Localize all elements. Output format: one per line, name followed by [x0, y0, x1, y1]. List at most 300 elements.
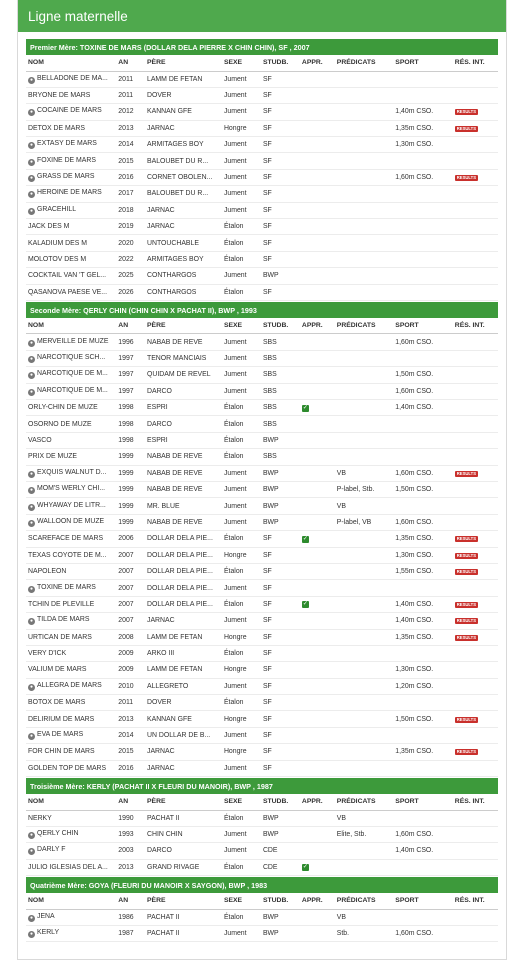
horse-name[interactable]: FOXINE DE MARS: [37, 156, 96, 164]
horse-name[interactable]: NERKY: [28, 814, 52, 822]
sport-cell: [393, 219, 453, 235]
horse-name-cell[interactable]: [26, 416, 116, 432]
horse-name[interactable]: DELIRIUM DE MARS: [28, 715, 95, 723]
predicats-cell: VB: [335, 465, 393, 481]
offspring-circle-icon: ●: [29, 158, 34, 165]
sex-cell: Étalon: [222, 235, 261, 251]
horse-name-cell[interactable]: [26, 531, 116, 547]
horse-name-cell[interactable]: [26, 284, 116, 300]
horse-name[interactable]: MOM'S WERLY CHI...: [37, 485, 106, 493]
sport-cell: [393, 498, 453, 514]
sire-cell[interactable]: DOVER: [145, 695, 222, 711]
results-cell: [453, 695, 498, 711]
horse-name-cell[interactable]: [26, 596, 116, 612]
sport-cell: 1,35m CSO.: [393, 629, 453, 645]
checkmark-icon: ✓: [302, 864, 308, 871]
horse-name-cell[interactable]: [26, 202, 116, 218]
year-cell: 2008: [116, 629, 145, 645]
horse-name[interactable]: PRIX DE MUZE: [28, 453, 78, 461]
maternal-line-panel: [17, 0, 507, 960]
studbook-cell: SF: [261, 120, 300, 136]
results-cell: [453, 810, 498, 826]
horse-name[interactable]: JENA: [37, 912, 55, 920]
sex-cell: Hongre: [222, 662, 261, 678]
sire-cell[interactable]: MR. BLUE: [145, 498, 222, 514]
sire-cell[interactable]: JARNAC: [145, 219, 222, 235]
sire-cell[interactable]: NABAB DE REVE: [145, 481, 222, 497]
sport-cell: [393, 202, 453, 218]
studbook-cell: SBS: [261, 416, 300, 432]
horse-name[interactable]: EXQUIS WALNUT D...: [37, 468, 107, 476]
approved-cell: [300, 925, 335, 941]
sire-cell[interactable]: ALLEGRETO: [145, 678, 222, 694]
sex-cell: Jument: [222, 678, 261, 694]
horse-name[interactable]: VASCO: [28, 437, 52, 444]
approved-cell: [300, 219, 335, 235]
results-cell: [453, 432, 498, 448]
horse-name[interactable]: DETOX DE MARS: [28, 124, 85, 132]
horse-name[interactable]: URTICAN DE MARS: [28, 633, 92, 641]
horse-name-cell[interactable]: [26, 268, 116, 284]
sex-cell: Jument: [222, 334, 261, 350]
predicats-cell: [335, 137, 393, 153]
column-header-studbook: STUDB.: [261, 794, 300, 810]
sport-cell: [393, 235, 453, 251]
horse-name-cell[interactable]: [26, 744, 116, 760]
approved-cell: [300, 481, 335, 497]
approved-cell: [300, 810, 335, 826]
horse-name[interactable]: NAPOLEON: [28, 568, 67, 576]
predicats-cell: [335, 251, 393, 267]
horse-name-cell[interactable]: [26, 563, 116, 579]
studbook-cell: BWP: [261, 465, 300, 481]
sex-cell: Jument: [222, 465, 261, 481]
sport-cell: 1,60m CSO.: [393, 383, 453, 399]
horse-name-cell[interactable]: [26, 71, 116, 87]
predicats-cell: [335, 711, 393, 727]
studbook-cell: SBS: [261, 350, 300, 366]
year-cell: 1986: [116, 909, 145, 925]
offspring-circle-icon: ●: [29, 388, 34, 395]
studbook-cell: SBS: [261, 334, 300, 350]
approved-cell: [300, 580, 335, 596]
predicats-cell: [335, 760, 393, 776]
horse-name[interactable]: TOXINE DE MARS: [37, 583, 96, 591]
year-cell: 2009: [116, 645, 145, 661]
table-row: [26, 449, 498, 465]
horse-name-cell[interactable]: [26, 400, 116, 416]
results-cell: [453, 284, 498, 300]
sire-cell[interactable]: ARKO III: [145, 645, 222, 661]
horse-name[interactable]: BRYONE DE MARS: [28, 92, 91, 100]
sex-cell: Étalon: [222, 645, 261, 661]
predicats-cell: [335, 695, 393, 711]
approved-cell: [300, 695, 335, 711]
approved-cell: [300, 645, 335, 661]
table-row: [26, 400, 498, 416]
horse-name-cell[interactable]: [26, 251, 116, 267]
year-cell: 1997: [116, 350, 145, 366]
predicats-cell: P-label, VB: [335, 514, 393, 530]
approved-cell: [300, 826, 335, 842]
predicats-cell: [335, 563, 393, 579]
sport-cell: 1,40m CSO.: [393, 843, 453, 859]
sire-cell[interactable]: CHIN CHIN: [145, 826, 222, 842]
results-button[interactable]: RESULTS: [456, 716, 477, 722]
sire-cell[interactable]: DOLLAR DELA PIE...: [145, 547, 222, 563]
horse-name[interactable]: GRACEHILL: [37, 205, 77, 213]
horse-name[interactable]: VERY D'ICK: [28, 650, 67, 658]
horse-name-cell[interactable]: [26, 810, 116, 826]
predicats-cell: [335, 843, 393, 859]
horse-name[interactable]: NARCOTIQUE SCH...: [37, 354, 106, 362]
results-cell: [453, 367, 498, 383]
studbook-cell: BWP: [261, 909, 300, 925]
table-row: [26, 810, 498, 826]
sex-cell: Jument: [222, 514, 261, 530]
table-row: [26, 268, 498, 284]
offspring-circle-icon: ●: [29, 487, 34, 494]
horse-name-cell[interactable]: [26, 137, 116, 153]
results-cell: [453, 383, 498, 399]
predicats-cell: [335, 104, 393, 120]
studbook-cell: SF: [261, 202, 300, 218]
sire-cell[interactable]: NABAB DE REVE: [145, 334, 222, 350]
approved-cell: [300, 909, 335, 925]
column-header-studbook: STUDB.: [261, 55, 300, 71]
results-button[interactable]: RESULTS: [456, 125, 477, 131]
horse-name-cell[interactable]: [26, 909, 116, 925]
results-cell: [453, 629, 498, 645]
sex-cell: Jument: [222, 580, 261, 596]
sire-cell[interactable]: CONTHARGOS: [145, 268, 222, 284]
horse-name-cell[interactable]: [26, 104, 116, 120]
horse-name-cell[interactable]: [26, 629, 116, 645]
sire-cell[interactable]: NABAB DE REVE: [145, 449, 222, 465]
sire-cell[interactable]: LAMM DE FETAN: [145, 662, 222, 678]
results-button[interactable]: RESULTS: [456, 749, 477, 755]
horse-name[interactable]: JACK DES M: [28, 223, 70, 231]
horse-name[interactable]: GOLDEN TOP DE MARS: [28, 764, 107, 772]
horse-name[interactable]: WHYAWAY DE LITR...: [37, 501, 106, 509]
sex-cell: Étalon: [222, 432, 261, 448]
year-cell: 2016: [116, 760, 145, 776]
horse-name[interactable]: QASANOVA PAESE VE...: [28, 288, 108, 296]
predicats-cell: [335, 547, 393, 563]
table-row: [26, 662, 498, 678]
horse-name[interactable]: WALLOON DE MUZE: [37, 517, 105, 525]
sire-cell[interactable]: PACHAT II: [145, 810, 222, 826]
column-header-nom: NOM: [26, 55, 116, 71]
horse-name[interactable]: EVA DE MARS: [37, 731, 84, 739]
horse-name-cell[interactable]: [26, 859, 116, 875]
horse-name-cell[interactable]: [26, 235, 116, 251]
results-cell: [453, 531, 498, 547]
horse-name[interactable]: ALLEGRA DE MARS: [37, 681, 102, 689]
approved-cell: [300, 251, 335, 267]
horse-name[interactable]: GRASS DE MARS: [37, 173, 95, 181]
horse-name[interactable]: NARCOTIQUE DE M...: [37, 386, 108, 394]
offspring-circle-icon: ●: [29, 339, 34, 346]
results-cell: [453, 202, 498, 218]
horse-name-cell[interactable]: [26, 481, 116, 497]
approved-cell: [300, 400, 335, 416]
results-cell: [453, 744, 498, 760]
table-row: [26, 383, 498, 399]
offspring-table: [26, 55, 498, 301]
studbook-cell: SF: [261, 235, 300, 251]
sire-cell[interactable]: UN DOLLAR DE B...: [145, 727, 222, 743]
sex-cell: Jument: [222, 169, 261, 185]
horse-name-cell[interactable]: [26, 613, 116, 629]
sire-cell[interactable]: PACHAT II: [145, 909, 222, 925]
horse-name-cell[interactable]: [26, 760, 116, 776]
sire-cell[interactable]: GRAND RIVAGE: [145, 859, 222, 875]
sex-cell: Étalon: [222, 596, 261, 612]
table-row: [26, 613, 498, 629]
studbook-cell: SF: [261, 284, 300, 300]
sire-cell[interactable]: ESPRI: [145, 432, 222, 448]
horse-name-cell[interactable]: [26, 498, 116, 514]
studbook-cell: CDE: [261, 859, 300, 875]
column-header-approved: APPR.: [300, 55, 335, 71]
table-row: [26, 481, 498, 497]
horse-name[interactable]: HEROINE DE MARS: [37, 189, 102, 197]
approved-cell: [300, 498, 335, 514]
horse-name-cell[interactable]: [26, 334, 116, 350]
studbook-cell: SF: [261, 613, 300, 629]
sire-cell[interactable]: JARNAC: [145, 744, 222, 760]
year-cell: 2013: [116, 711, 145, 727]
column-header-sexe: SEXE: [222, 893, 261, 909]
sire-cell[interactable]: ARMITAGES BOY: [145, 251, 222, 267]
sire-cell[interactable]: BALOUBET DU R...: [145, 186, 222, 202]
results-button[interactable]: RESULTS: [456, 175, 477, 181]
sire-cell[interactable]: BALOUBET DU R...: [145, 153, 222, 169]
horse-name[interactable]: MOLOTOV DES M: [28, 255, 87, 263]
results-cell: [453, 449, 498, 465]
results-cell: [453, 843, 498, 859]
horse-name[interactable]: COCAINE DE MARS: [37, 107, 102, 115]
sire-cell[interactable]: TENOR MANCIAIS: [145, 350, 222, 366]
predicats-cell: [335, 120, 393, 136]
horse-name-cell[interactable]: [26, 153, 116, 169]
horse-name-cell[interactable]: [26, 219, 116, 235]
results-button[interactable]: RESULTS: [456, 470, 477, 476]
horse-name[interactable]: TILDA DE MARS: [37, 616, 90, 624]
predicats-cell: [335, 432, 393, 448]
sire-cell[interactable]: QUIDAM DE REVEL: [145, 367, 222, 383]
horse-name[interactable]: TCHIN DE PLEVILLE: [28, 600, 95, 608]
horse-name-cell[interactable]: [26, 514, 116, 530]
studbook-cell: SF: [261, 87, 300, 103]
horse-name-cell[interactable]: [26, 432, 116, 448]
horse-name[interactable]: KERLY: [37, 929, 60, 937]
studbook-cell: SF: [261, 662, 300, 678]
sire-cell[interactable]: DOLLAR DELA PIE...: [145, 563, 222, 579]
sire-cell[interactable]: PACHAT II: [145, 925, 222, 941]
results-cell: [453, 186, 498, 202]
predicats-cell: [335, 416, 393, 432]
results-cell: [453, 400, 498, 416]
sire-cell[interactable]: DOLLAR DELA PIE...: [145, 531, 222, 547]
sport-cell: 1,60m CSO.: [393, 514, 453, 530]
horse-name[interactable]: TEXAS COYOTE DE M...: [28, 551, 107, 559]
sire-cell[interactable]: DARCO: [145, 843, 222, 859]
sex-cell: Hongre: [222, 629, 261, 645]
horse-name[interactable]: FOR CHIN DE MARS: [28, 748, 95, 756]
table-row: [26, 120, 498, 136]
results-cell: [453, 678, 498, 694]
sport-cell: 1,60m CSO.: [393, 465, 453, 481]
studbook-cell: SF: [261, 727, 300, 743]
sire-cell[interactable]: CONTHARGOS: [145, 284, 222, 300]
results-button[interactable]: RESULTS: [456, 618, 477, 624]
table-row: [26, 202, 498, 218]
horse-name[interactable]: MERVEILLE DE MUZE: [37, 337, 109, 345]
horse-name[interactable]: JULIO IGLESIAS DEL A...: [28, 863, 108, 871]
results-button[interactable]: RESULTS: [456, 601, 477, 607]
results-cell: [453, 727, 498, 743]
horse-name[interactable]: COCKTAIL VAN 'T GEL...: [28, 272, 107, 280]
sire-cell[interactable]: DARCO: [145, 383, 222, 399]
horse-name-cell[interactable]: [26, 727, 116, 743]
results-button[interactable]: RESULTS: [456, 569, 477, 575]
horse-name[interactable]: QERLY CHIN: [37, 830, 79, 838]
horse-name-cell[interactable]: [26, 449, 116, 465]
offspring-circle-icon: ●: [29, 175, 34, 182]
table-row: [26, 909, 498, 925]
studbook-cell: SF: [261, 531, 300, 547]
horse-name-cell[interactable]: [26, 826, 116, 842]
predicats-cell: VB: [335, 909, 393, 925]
sire-cell[interactable]: DARCO: [145, 416, 222, 432]
sire-cell[interactable]: KANNAN GFE: [145, 711, 222, 727]
results-cell: [453, 120, 498, 136]
horse-name[interactable]: ORLY-CHIN DE MUZE: [28, 404, 98, 412]
studbook-cell: SBS: [261, 449, 300, 465]
studbook-cell: SF: [261, 645, 300, 661]
sire-cell[interactable]: LAMM DE FETAN: [145, 71, 222, 87]
sire-cell[interactable]: ESPRI: [145, 400, 222, 416]
sire-cell[interactable]: ARMITAGES BOY: [145, 137, 222, 153]
horse-name[interactable]: BELLADONE DE MA...: [37, 74, 108, 82]
horse-name[interactable]: NARCOTIQUE DE M...: [37, 370, 108, 378]
offspring-circle-icon: ●: [29, 470, 34, 477]
approved-cell: [300, 268, 335, 284]
sire-cell[interactable]: DOLLAR DELA PIE...: [145, 580, 222, 596]
sport-cell: [393, 186, 453, 202]
horse-name-cell[interactable]: [26, 695, 116, 711]
horse-name[interactable]: SCAREFACE DE MARS: [28, 535, 104, 543]
horse-name-cell[interactable]: [26, 925, 116, 941]
horse-name-cell[interactable]: [26, 87, 116, 103]
horse-name[interactable]: EXTASY DE MARS: [37, 140, 97, 148]
studbook-cell: BWP: [261, 925, 300, 941]
horse-name-cell[interactable]: [26, 120, 116, 136]
sex-cell: Hongre: [222, 711, 261, 727]
sire-cell[interactable]: JARNAC: [145, 120, 222, 136]
horse-name-cell[interactable]: [26, 580, 116, 596]
sport-cell: [393, 909, 453, 925]
results-button[interactable]: RESULTS: [456, 109, 477, 115]
horse-name-cell[interactable]: [26, 547, 116, 563]
sire-cell[interactable]: JARNAC: [145, 202, 222, 218]
sex-cell: Étalon: [222, 531, 261, 547]
column-header-predicats: PRÉDICATS: [335, 55, 393, 71]
horse-name[interactable]: KALADIUM DES M: [28, 239, 87, 247]
column-header-an: AN: [116, 318, 145, 334]
horse-name-cell[interactable]: [26, 350, 116, 366]
year-cell: 2019: [116, 219, 145, 235]
sire-cell[interactable]: NABAB DE REVE: [145, 465, 222, 481]
sire-cell[interactable]: LAMM DE FETAN: [145, 629, 222, 645]
sire-cell[interactable]: NABAB DE REVE: [145, 514, 222, 530]
approved-cell: [300, 662, 335, 678]
table-row: [26, 563, 498, 579]
sire-cell[interactable]: KANNAN GFE: [145, 104, 222, 120]
predicats-cell: [335, 531, 393, 547]
sport-cell: [393, 449, 453, 465]
horse-name-cell[interactable]: [26, 711, 116, 727]
table-row: [26, 645, 498, 661]
approved-cell: [300, 760, 335, 776]
horse-name[interactable]: DARLY F: [37, 846, 66, 854]
sport-cell: 1,60m CSO.: [393, 925, 453, 941]
horse-name-cell[interactable]: [26, 843, 116, 859]
horse-name-cell[interactable]: [26, 383, 116, 399]
horse-name-cell[interactable]: [26, 645, 116, 661]
sport-cell: [393, 695, 453, 711]
sex-cell: Jument: [222, 826, 261, 842]
sire-cell[interactable]: JARNAC: [145, 760, 222, 776]
results-cell: [453, 613, 498, 629]
horse-name-cell[interactable]: [26, 186, 116, 202]
studbook-cell: BWP: [261, 498, 300, 514]
results-button[interactable]: RESULTS: [456, 536, 477, 542]
sport-cell: 1,50m CSO.: [393, 367, 453, 383]
column-header-approved: APPR.: [300, 794, 335, 810]
horse-name-cell[interactable]: [26, 465, 116, 481]
sire-cell[interactable]: UNTOUCHABLE: [145, 235, 222, 251]
table-row: [26, 547, 498, 563]
table-row: [26, 826, 498, 842]
sire-cell[interactable]: JARNAC: [145, 613, 222, 629]
column-header-studbook: STUDB.: [261, 318, 300, 334]
horse-name[interactable]: OSORNO DE MUZE: [28, 420, 92, 428]
results-cell: [453, 580, 498, 596]
sex-cell: Jument: [222, 481, 261, 497]
horse-name-cell[interactable]: [26, 662, 116, 678]
sire-cell[interactable]: CORNET OBOLEN...: [145, 169, 222, 185]
horse-name-cell[interactable]: [26, 169, 116, 185]
approved-cell: [300, 235, 335, 251]
table-row: [26, 596, 498, 612]
sire-cell[interactable]: DOLLAR DELA PIE...: [145, 596, 222, 612]
sire-cell[interactable]: DOVER: [145, 87, 222, 103]
studbook-cell: SF: [261, 580, 300, 596]
studbook-cell: SBS: [261, 367, 300, 383]
results-cell: [453, 925, 498, 941]
horse-name-cell[interactable]: [26, 367, 116, 383]
results-button[interactable]: RESULTS: [456, 552, 477, 558]
results-button[interactable]: RESULTS: [456, 634, 477, 640]
horse-name[interactable]: BOTOX DE MARS: [28, 699, 86, 707]
horse-name[interactable]: VALIUM DE MARS: [28, 666, 87, 674]
offspring-circle-icon: ●: [29, 733, 34, 740]
approved-cell: [300, 843, 335, 859]
horse-name-cell[interactable]: [26, 678, 116, 694]
